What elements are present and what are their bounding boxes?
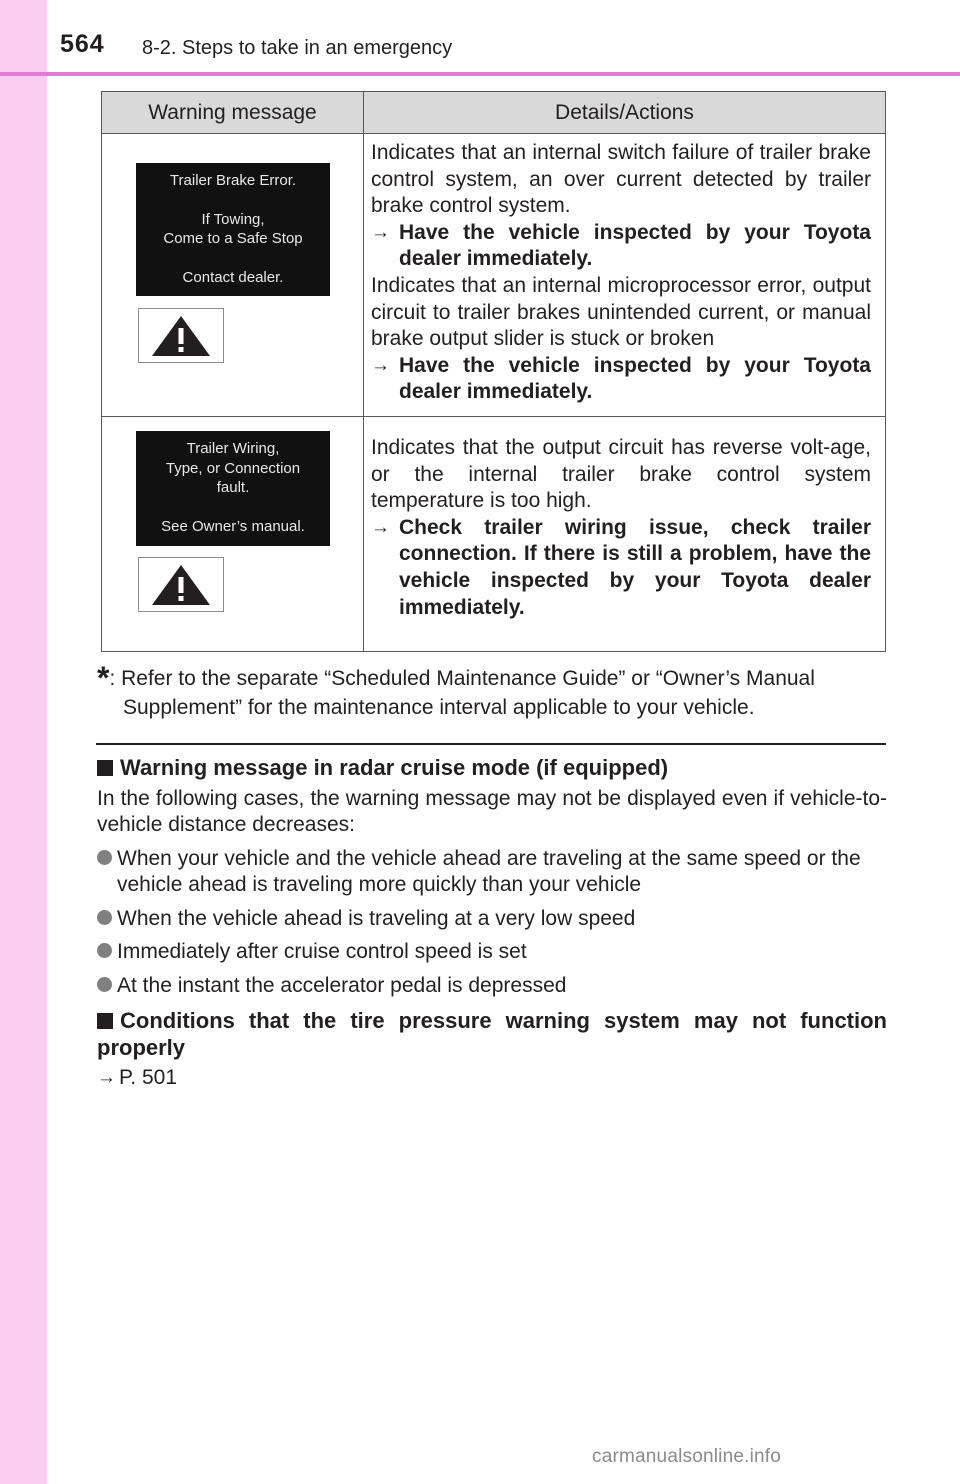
circle-bullet-icon — [97, 943, 112, 958]
square-bullet-icon — [97, 760, 113, 776]
section-divider — [96, 743, 886, 745]
warning-image-cell — [102, 134, 364, 417]
details-cell — [364, 417, 886, 652]
warning-message-table — [101, 91, 886, 652]
arrow-icon: → — [371, 221, 390, 243]
display-line: fault. — [216, 479, 250, 496]
warning-triangle-icon — [149, 313, 213, 359]
action-text: → Have the vehicle inspected by your Toyota dealer immediately. — [371, 353, 871, 404]
watermark: carmanualsonline.info — [592, 1446, 782, 1467]
trailer-brake-error-display — [136, 163, 330, 296]
square-bullet-icon — [97, 1013, 113, 1029]
table-row — [102, 417, 886, 652]
warning-light-box — [138, 557, 224, 612]
footnote-marker: * — [97, 660, 110, 696]
details-text: Indicates that an internal microprocessor error, output circuit to trailer brakes unintended current, or manual brake output slider is stuck or broken — [371, 273, 871, 351]
warning-light-box — [138, 308, 224, 363]
main-content — [97, 755, 887, 1092]
details-cell — [364, 134, 886, 417]
list-item: Immediately after cruise control speed is set — [97, 939, 887, 966]
display-line: See Owner’s manual. — [161, 517, 305, 535]
arrow-icon: → — [97, 1067, 116, 1088]
page-reference[interactable]: → P. 501 — [97, 1065, 887, 1092]
section-title: 8-2. Steps to take in an emergency — [142, 37, 453, 59]
footnote-line: : Refer to the separate “Scheduled Maintenance Guide” or “Owner’s Manual — [109, 667, 815, 690]
display-line: Trailer Brake Error. — [169, 172, 297, 189]
circle-bullet-icon — [97, 910, 112, 925]
circle-bullet-icon — [97, 977, 112, 992]
display-line: Come to a Safe Stop — [163, 230, 303, 247]
display-line: Type, or Connection — [165, 459, 301, 477]
header-rule — [0, 72, 960, 76]
list-item: At the instant the accelerator pedal is depressed — [97, 973, 887, 1000]
page-number: 564 — [60, 30, 105, 58]
radar-cruise-heading: Warning message in radar cruise mode (if equipped) — [97, 755, 887, 782]
page-sidebar — [0, 0, 47, 1484]
footnote — [97, 660, 887, 722]
details-text: Indicates that an internal switch failure of trailer brake control system, an over current detected by trailer brake control system. — [371, 141, 871, 218]
display-line: Trailer Wiring, — [186, 440, 280, 457]
action-text: → Check trailer wiring issue, check trailer connection. If there is still a problem, have the vehicle inspected by your Toyota dealer immediately. — [371, 515, 871, 619]
column-header-warning: Warning message — [102, 92, 364, 134]
action-text: → Have the vehicle inspected by your Toyota dealer immediately. — [371, 220, 871, 271]
table-row — [102, 134, 886, 417]
footnote-line: Supplement” for the maintenance interval applicable to your vehicle. — [123, 696, 755, 719]
circle-bullet-icon — [97, 850, 112, 865]
arrow-icon: → — [371, 516, 390, 538]
details-text: Indicates that the output circuit has reverse volt-age, or the internal trailer brake control system temperature is too high. — [371, 436, 871, 513]
list-item: When your vehicle and the vehicle ahead are traveling at the same speed or the vehicle ahead is traveling more quickly than your vehicle — [97, 846, 887, 899]
tire-pressure-heading: Conditions that the tire pressure warning system may not function properly — [97, 1008, 887, 1060]
list-item: When the vehicle ahead is traveling at a very low speed — [97, 906, 887, 933]
display-line: Contact dealer. — [182, 268, 284, 286]
display-line: If Towing, — [201, 210, 265, 228]
arrow-icon: → — [371, 354, 390, 376]
table-header-row — [102, 92, 886, 134]
warning-triangle-icon — [149, 562, 213, 608]
warning-image-cell — [102, 417, 364, 652]
column-header-details: Details/Actions — [364, 92, 886, 134]
radar-intro-text: In the following cases, the warning message may not be displayed even if vehicle-to-vehicle distance decreases: — [97, 786, 887, 836]
trailer-wiring-fault-display — [136, 431, 330, 546]
